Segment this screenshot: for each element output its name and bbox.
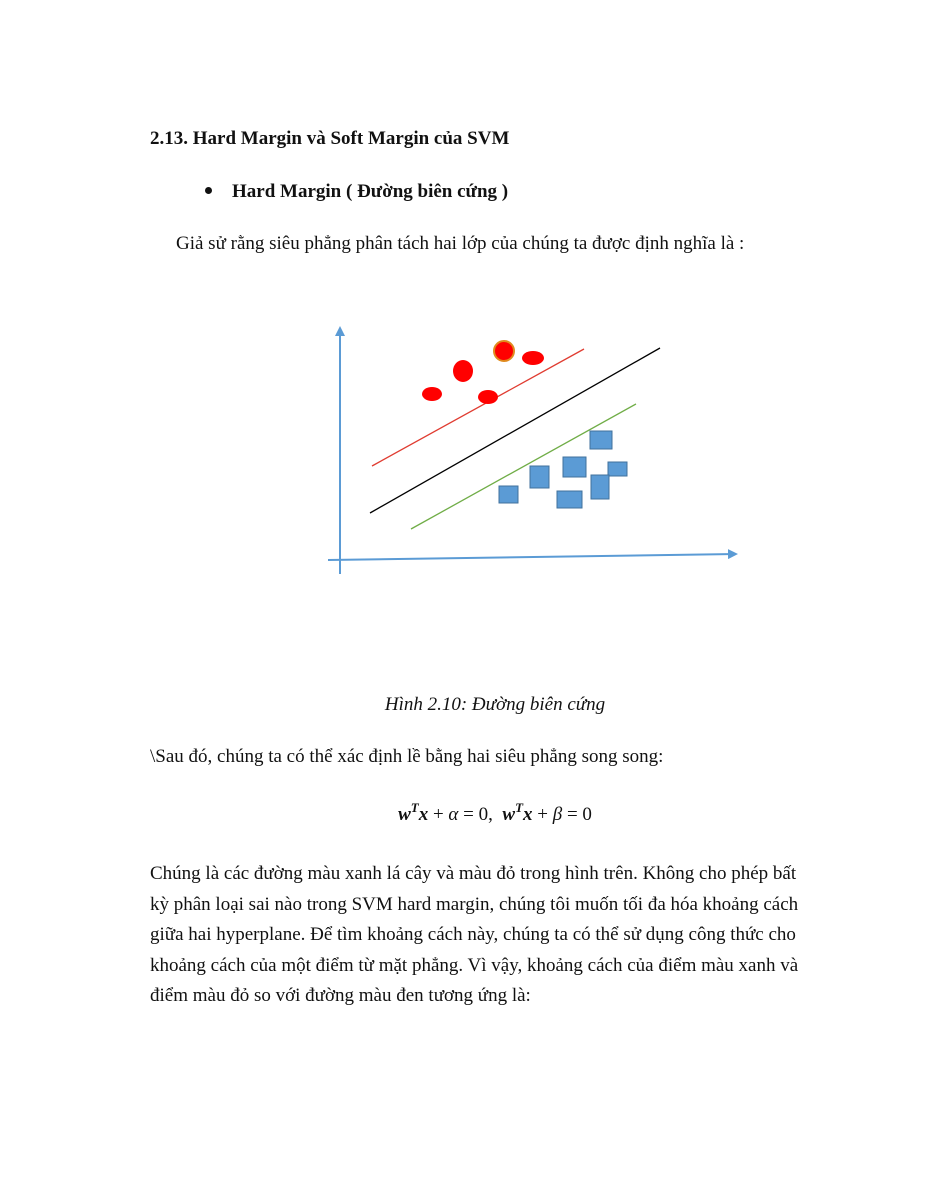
figure-caption: Hình 2.10: Đường biên cứng <box>384 694 606 715</box>
paragraph-line: Chúng là các đường màu xanh lá cây và màu đỏ trong hình trên. Không cho phép bất <box>150 863 797 884</box>
green-margin-line <box>411 404 636 529</box>
blue-square <box>557 491 582 508</box>
bullet-label: Hard Margin ( Đường biên cứng ) <box>232 181 509 202</box>
svm-hard-margin-figure <box>318 318 748 580</box>
blue-square <box>591 475 609 499</box>
red-margin-line <box>372 349 584 466</box>
blue-square <box>530 466 549 488</box>
red-point <box>453 360 473 382</box>
after-figure-text: \Sau đó, chúng ta có thể xác định lề bằng hai siêu phẳng song song: <box>150 746 664 767</box>
blue-square <box>563 457 586 477</box>
red-point <box>522 351 544 365</box>
bullet-item <box>205 181 508 203</box>
blue-square <box>590 431 612 449</box>
bullet-icon <box>205 187 212 194</box>
red-point <box>494 341 514 361</box>
margin-equation: $w^Tx + \alpha = 0$, $w^Tx + \beta = 0$ <box>398 800 592 825</box>
red-point <box>422 387 442 401</box>
paragraph-line: điểm màu đỏ so với đường màu đen tương ứng là: <box>150 985 531 1006</box>
paragraph-line: kỳ phân loại sai nào trong SVM hard margin, chúng tôi muốn tối đa hóa khoảng cách <box>150 893 799 915</box>
paragraph-line: khoảng cách của một điểm từ mặt phẳng. Vì vậy, khoảng cách của điểm màu xanh và <box>150 954 799 976</box>
section-heading: 2.13. Hard Margin và Soft Margin của SVM <box>150 128 510 149</box>
x-axis <box>328 554 736 560</box>
blue-square <box>499 486 518 503</box>
red-point <box>478 390 498 404</box>
blue-square <box>608 462 627 476</box>
paragraph-line: giữa hai hyperplane. Để tìm khoảng cách này, chúng ta có thể sử dụng công thức cho <box>150 924 796 945</box>
intro-text: Giả sử rằng siêu phẳng phân tách hai lớp của chúng ta được định nghĩa là : <box>176 233 745 254</box>
body-paragraph <box>150 859 830 1012</box>
